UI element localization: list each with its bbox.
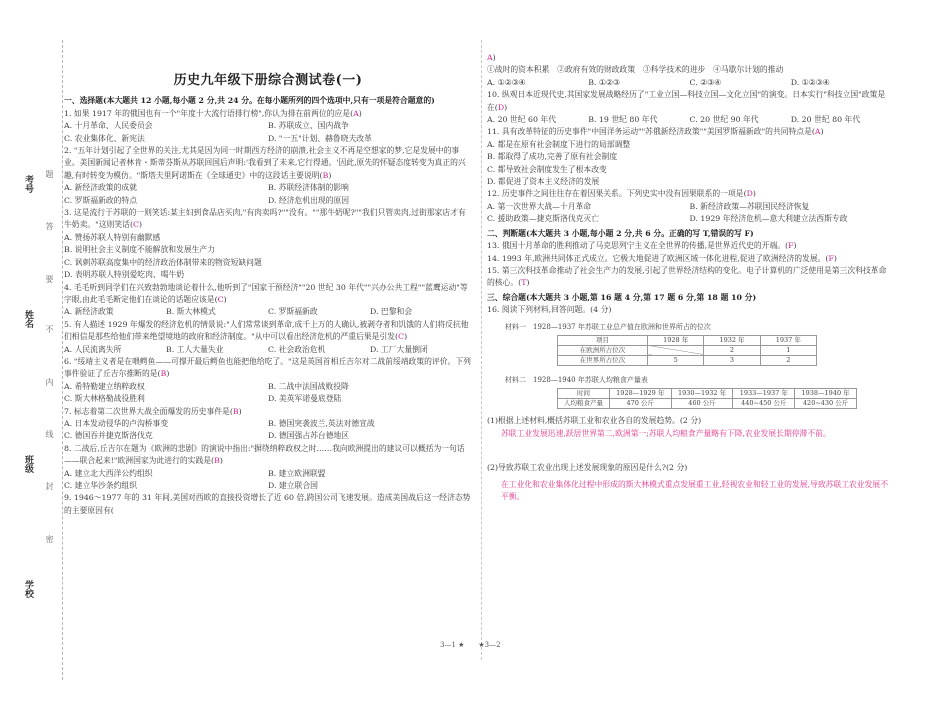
seal-char: 题	[45, 170, 54, 178]
option: C. 都导致社会制度发生了根本改变	[487, 164, 607, 174]
question-3: 3. 这是流行于苏联的一则笑话:某主妇到食品店买肉,"有肉卖吗?""没有。""那牛奶呢?""我们只管卖肉,过街那家店才有牛奶卖。"这则笑话(C)	[64, 208, 466, 230]
option: B. 都取得了成功,完善了原有社会制度	[487, 152, 618, 162]
question-9-items: ①战时的资本积累 ②政府有效的财政政策 ③科学技术的进步 ④马歇尔计划的推动	[487, 65, 784, 75]
option: A. 都是在原有社会制度下进行的局部调整	[487, 139, 631, 149]
table-cell: 460 公斤	[671, 399, 733, 409]
material-1-title: 材料一 1928—1937 年苏联工业总产值在欧洲和世界所占的位次	[505, 322, 711, 331]
table-cell: 5	[648, 355, 704, 365]
section-comprehensive-header: 三、综合题(本大题共 3 小题,第 16 题 4 分,第 17 题 6 分,第 18 题 10 分)	[487, 292, 757, 302]
answer: B	[214, 456, 220, 466]
seal-char: 密	[45, 535, 54, 543]
seal-char: 要	[45, 275, 54, 283]
question-16-sub-2: (2)导致苏联工农业出现上述发展现象的原因是什么?(2 分)	[487, 463, 688, 473]
binding-label-class: 班级	[23, 455, 33, 473]
table-row	[558, 345, 817, 355]
answer: C	[398, 332, 405, 342]
options: A. ①②③④ B. ①②③ C. ②③④ D. ①②③④	[487, 77, 830, 87]
options: A. 新经济政策 B. 斯大林模式 C. 罗斯福新政 D. 巴黎和会	[64, 307, 413, 317]
table-row	[558, 355, 817, 365]
material-2-title: 材料二 1928—1940 年苏联人均粮食产量表	[505, 375, 648, 384]
table-cell: 人均粮食产量	[558, 399, 610, 409]
question-15: 15. 第三次科技革命推动了社会生产力的发展,引起了世界经济结构的变化。电子计算机的广泛使用是第三次科技革命的核心。(T)	[487, 265, 887, 288]
left-column	[64, 75, 472, 517]
question-7: 7. 标志着第二次世界大战全面爆发的历史事件是(B)	[64, 406, 242, 416]
question-14: 14. 1993 年,欧洲共同体正式成立。它极大地促进了欧洲区域一体化进程,促进了欧洲经济的发展。(F)	[487, 253, 837, 263]
answer-16-1: 苏联工业发展迅速,跃居世界第二,欧洲第一;苏联人均粮食产量略有下降,农业发展长期停滞不前。	[501, 428, 831, 438]
option: D. 表明苏联人特别爱吃肉、喝牛奶	[64, 270, 185, 280]
question-6: 6. "绥靖主义者是在喂鳄鱼——可撑开最后鳄鱼也能把他给吃了。"这是英国首相丘吉尔对二战前绥靖政策的评价。下列事件验证了丘吉尔推断的是(B)	[64, 356, 471, 379]
question-12: 12. 历史事件之间往往存在着因果关系。下列史实中没有因果联系的一项是(D)	[487, 189, 756, 199]
question-16: 16. 阅读下列材料,回答问题。(4 分)	[487, 305, 612, 315]
answer: T	[521, 278, 527, 288]
question-5: 5. 有人描述 1929 年爆发的经济危机的情景说:"人们常常谈到革命,成千上万的人确认,被剥夺者和饥饿的人们将反抗他们相信是那些给他们带来绝望境地的政府和经济制度。"从中可以看出经济危机的严重后果是引发(C)	[64, 319, 469, 342]
options: A. 20 世纪 60 年代 B. 19 世纪 80 年代 C. 20 世纪 90 年代 D. 20 世纪 80 年代	[487, 115, 861, 125]
answer: B	[322, 170, 329, 180]
option: B. 说明社会主义制度不能解放和发展生产力	[64, 245, 216, 255]
question-10: 10. 纵观日本近现代史,其国家发展战略经历了"工业立国—科技立国—文化立国"的演变。日本实行"科技立国"政策是在(D)	[487, 90, 886, 112]
answer: C	[217, 294, 224, 304]
material-1-table	[557, 335, 817, 366]
options: A. 希特勒建立纳粹政权 B. 二战中法国战败投降	[64, 381, 349, 391]
answer: F	[788, 241, 794, 251]
table-header-cell: 1933—1937 年	[733, 389, 795, 399]
options: A. 人民流离失所 B. 工人大量失业 C. 社会政治危机 D. 工厂大量倒闭	[64, 344, 428, 354]
table-header-row	[558, 335, 817, 345]
answer: A	[353, 108, 359, 118]
table-header-row	[558, 389, 857, 399]
table-header-cell: 1938—1940 年	[795, 389, 857, 399]
binding-label-name: 姓名	[23, 310, 33, 328]
material-2-table	[557, 388, 857, 409]
table-header-cell: 1928—1929 年	[609, 389, 671, 399]
table-cell: 470 公斤	[609, 399, 671, 409]
question-2: 2. "五年计划引起了全世界的关注,尤其是因为同一时期西方经济的崩溃,社会主义不再是空想家的梦,它是发展中的事业。美国新闻记者林肯・斯蒂芬斯从苏联回国后声明:'我看到了未来,它行得通。'因此,原先的怀疑态度转变为真正的兴趣,有时转变为模仿。"斯塔夫里阿诺斯在《全球通史》中的这段话主要说明(B)	[64, 146, 466, 180]
options: C. 援助政策—捷克斯洛伐克灭亡 D. 1929 年经济危机—意大利建立法西斯专政	[487, 214, 848, 224]
seal-char: 线	[45, 430, 54, 438]
table-header-cell: 时间	[558, 389, 610, 399]
question-11: 11. 具有改革特征的历史事件"中国洋务运动""苏俄新经济政策""美国罗斯福新政"的共同特点是(A)	[487, 127, 824, 137]
options: C. 德国吞并捷克斯洛伐克 D. 德国强占苏台德地区	[64, 431, 350, 441]
section-choice-header: 一、选择题(本大题共 12 小题,每小题 2 分,共 24 分。在每小题所列的四个选项中,只有一项是符合题意的)	[64, 96, 435, 106]
table-cell: 1	[760, 345, 816, 355]
answer: F	[828, 253, 834, 263]
answer: A	[487, 53, 493, 62]
answer: C	[133, 220, 139, 230]
option: D. 都促进了资本主义经济的发展	[487, 177, 600, 187]
table-header-cell: 1930—1932 年	[671, 389, 733, 399]
table-cell-diagonal	[648, 345, 704, 355]
options: C. 农业集体化、新宪法 D. "一五"计划、赫鲁晓夫改革	[64, 133, 372, 143]
right-column	[487, 52, 892, 503]
table-cell: 2	[760, 355, 816, 365]
table-row	[558, 399, 857, 409]
page-footer: 3—1 ★ ★3—2	[440, 641, 501, 649]
seal-char: 答	[45, 222, 54, 230]
page-title: 历史九年级下册综合测试卷(一)	[173, 73, 363, 88]
options: C. 建立华沙条约组织 D. 建立联合国	[64, 481, 318, 490]
answer: B	[232, 406, 239, 416]
table-cell: 在欧洲所占位次	[558, 345, 648, 355]
table-cell: 420~430 公斤	[795, 399, 857, 409]
question-1: 1. 如果 1917 年的俄国也有一个"年度十大流行语排行榜",你认为排在前两位的应是(A)	[64, 108, 362, 118]
options: A. 建立北大西洋公约组织 B. 建立欧洲联盟	[64, 468, 326, 478]
seal-char: 不	[45, 325, 54, 333]
option: A. 赞扬苏联人特别有幽默感	[64, 232, 161, 242]
options: C. 斯大林格勒战役胜利 D. 美英军诺曼底登陆	[64, 394, 342, 404]
binding-label-school: 学校	[23, 580, 33, 598]
question-9: 9. 1946～1977 年的 31 年间,美国对西欧的直接投资增长了近 60 倍,跨国公司飞速发展。造成美国战后这一经济态势的主要原因有(	[64, 493, 471, 515]
options: A. 新经济政策的成就 B. 苏联经济体制的影响	[64, 183, 349, 193]
options: A. 日本发动侵华的卢沟桥事变 B. 德国突袭波兰,英法对德宣战	[64, 418, 375, 428]
question-9-continued: A)	[487, 53, 496, 62]
binding-dashed-line	[62, 40, 63, 680]
question-8: 8. 二战后,丘吉尔在题为《欧洲的悲剧》的演说中指出:"摒绕纳粹政权之时……我向欧洲提出的建议可以概括为一句话——联合起来!"欧洲国家为此进行的实践是(B)	[64, 443, 465, 466]
table-cell: 440~450 公斤	[733, 399, 795, 409]
seal-char: 内	[45, 378, 54, 386]
options: C. 罗斯福新政的特点 D. 经济危机出现的原因	[64, 195, 350, 205]
answer: A	[814, 127, 821, 137]
table-header-cell: 1928 年	[648, 335, 704, 345]
answer: D	[497, 102, 505, 112]
option: C. 讽刺苏联高度集中的经济政治体制带来的物资短缺问题	[64, 257, 262, 267]
table-header-cell: 1932 年	[704, 335, 760, 345]
binding-label-exam-number: 考号	[23, 175, 33, 193]
answer: D	[746, 189, 753, 199]
table-cell: 在世界所占位次	[558, 355, 648, 365]
table-cell: 3	[704, 355, 760, 365]
table-cell: 2	[704, 345, 760, 355]
answer: B	[160, 369, 167, 379]
question-4: 4. 毛毛听到同学们在兴致勃勃地谈论着什么,他听到了"国家干预经济""20 世纪 30 年代""兴办公共工程""蓝鹰运动"等字眼,由此毛毛断定他们在谈论的话题应该是(C)	[64, 282, 468, 304]
question-16-sub-1: (1)根据上述材料,概括苏联工业和农业各自的发展趋势。(2 分)	[487, 416, 702, 426]
table-header-cell: 项目	[558, 335, 648, 345]
answer-16-2: 在工业化和农业集体化过程中形成的斯大林模式重点发展重工业,轻视农业和轻工业的发展,导致苏联工农业发展不平衡。	[501, 479, 888, 501]
seal-char: 封	[45, 482, 54, 490]
options: A. 十月革命、人民委员会 B. 苏联成立、国内战争	[64, 121, 349, 131]
section-judge-header: 二、判断题(本大题共 3 小题,每小题 2 分,共 6 分。正确的写 T,错误的写 F)	[487, 228, 754, 238]
options: A. 第一次世界大战—十月革命 B. 新经济政策—苏联国民经济恢复	[487, 201, 810, 211]
table-header-cell: 1937 年	[760, 335, 816, 345]
column-divider	[481, 40, 482, 660]
question-13: 13. 俄国十月革命的胜利推动了马克思列宁主义在全世界的传播,是世界近代史的开端。(F)	[487, 241, 797, 251]
